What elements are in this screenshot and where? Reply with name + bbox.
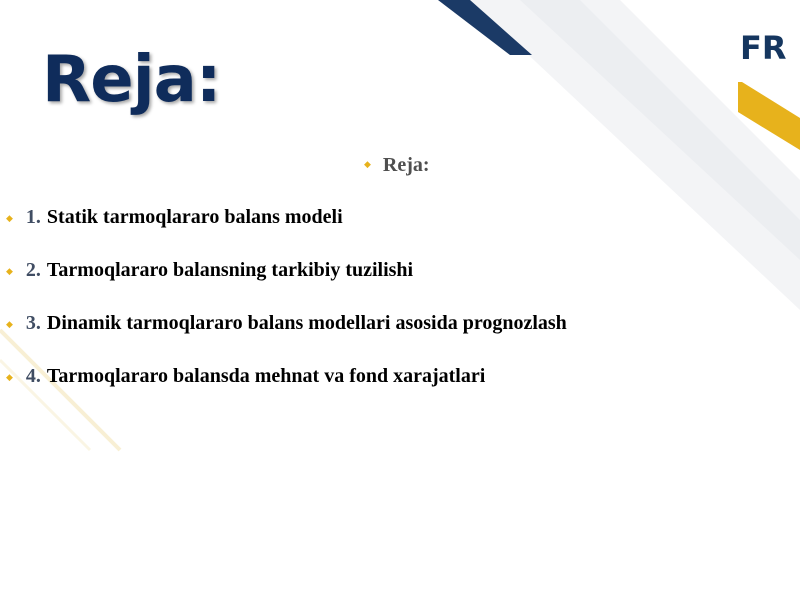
yellow-diamond-bullet-icon: ◆ bbox=[6, 266, 13, 276]
fr-logo: FR bbox=[740, 29, 787, 67]
plan-item-number: 4. bbox=[25, 365, 41, 387]
plan-item bbox=[6, 362, 567, 415]
plan-item-number: 3. bbox=[25, 312, 41, 334]
plan-item-text: Tarmoqlararo balansning tarkibiy tuzilishi bbox=[46, 259, 414, 281]
plan-list bbox=[6, 203, 567, 415]
plan-item bbox=[6, 256, 567, 309]
yellow-diamond-bullet-icon: ◆ bbox=[6, 213, 13, 223]
yellow-diamond-bullet-icon: ◆ bbox=[6, 319, 13, 329]
plan-item-number: 2. bbox=[25, 259, 41, 281]
plan-item-text: Statik tarmoqlararo balans modeli bbox=[46, 206, 343, 228]
yellow-diamond-bullet-icon: ◆ bbox=[364, 159, 371, 169]
plan-item-number: 1. bbox=[25, 206, 41, 228]
sub-heading bbox=[364, 152, 430, 178]
plan-item-text: Dinamik tarmoqlararo balans modellari asosida prognozlash bbox=[46, 312, 567, 334]
plan-item bbox=[6, 203, 567, 256]
plan-item-text: Tarmoqlararo balansda mehnat va fond xarajatlari bbox=[46, 365, 486, 387]
slide-title: Reja: bbox=[42, 43, 221, 117]
yellow-diamond-bullet-icon: ◆ bbox=[6, 372, 13, 382]
sub-heading-text: Reja: bbox=[382, 153, 430, 176]
plan-item bbox=[6, 309, 567, 362]
